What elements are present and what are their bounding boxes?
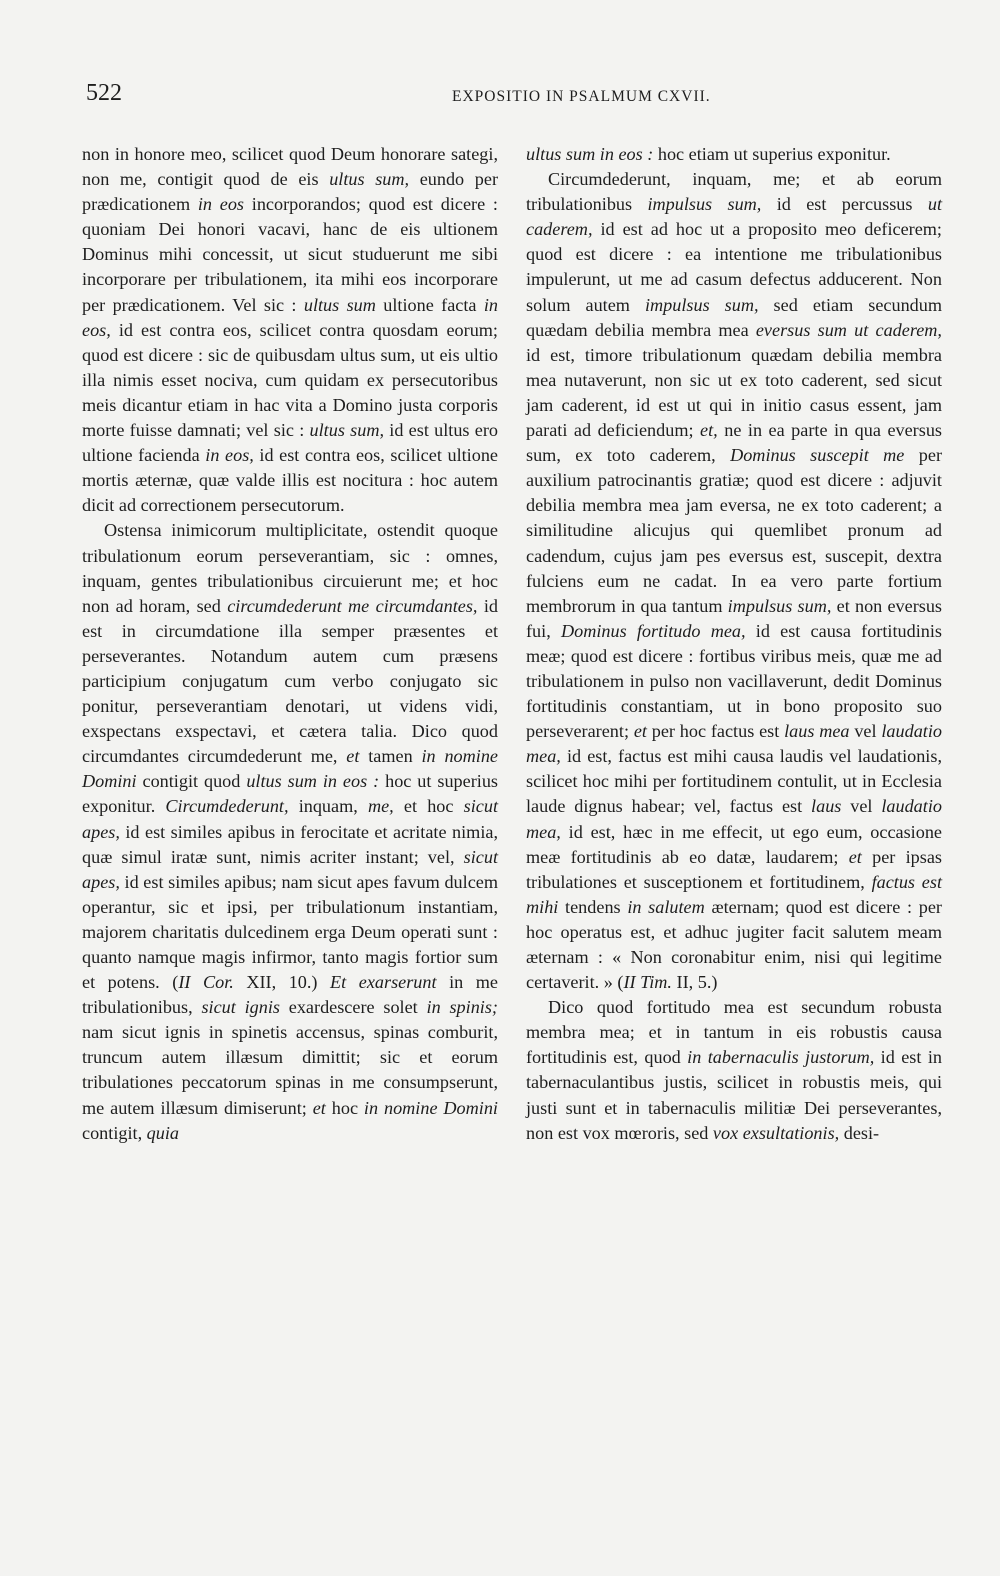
- paragraph: ultus sum in eos : hoc etiam ut superius exponitur.: [526, 144, 891, 164]
- paragraph: Circumdederunt, inquam, me; et ab eorum tribulationibus impulsus sum, id est percussus ut caderem, id est ad hoc ut a proposito meo deficerem; quod est dicere : ea intentione me tribulationibus impulerunt, ut me ad casum defectus adducerent. Non solum autem impulsus sum, sed etiam secundum quædam debilia membra mea eversus sum ut caderem, id est, timore tribulationum quædam debilia membra mea nutaverunt, non sic ut ex toto caderent, sed sicut jam caderent, id est ut qui in initio casus essent, jam parati ad deficiendum; et, ne in ea parte in qua eversus sum, ex toto caderem, Dominus suscepit me per auxilium patrocinantis gratiæ; quod est dicere : adjuvit debilia membra mea jam eversa, ne ex toto caderent; a similitudine alicujus qui quemlibet pronum ad cadendum, cujus jam pes eversus est, suscepit, dextra fulciens eum ne cadat. In ea vero parte fortium membrorum in qua tantum impulsus sum, et non eversus fui, Dominus fortitudo mea, id est causa fortitudinis meæ; quod est dicere : fortibus viribus meis, quæ me ad tribulationem in pulso non vacillaverunt, dedit Dominus fortitudinis constantiam, ut in bono proposito suo perseverarent; et per hoc factus est laus mea vel laudatio mea, id est, factus est mihi causa laudis vel laudationis, scilicet hoc mihi per fortitudinem contulit, ut in Ecclesia laude dignus habear; vel, factus est laus vel laudatio mea, id est, hæc in me effecit, ut ego eum, occasione meæ fortitudinis ab eo datæ, laudarem; et per ipsas tribulationes et susceptionem et fortitudinem, factus est mihi tendens in salutem æternam; quod est dicere : per hoc operatus est, et adhuc jugiter facit salutem meam æternam : « Non coronabitur enim, nisi qui legitime certaverit. » (II Tim. II, 5.): [526, 169, 943, 993]
- page-number: 522: [86, 80, 122, 106]
- paragraph: Ostensa inimicorum multiplicitate, ostendit quoque tribulationum eorum perseverantiam, sic : omnes, inquam, gentes tribulationibus circuierunt me; et hoc non ad horam, sed circumdederunt me circumdantes, id est in circumdatione illa semper præsentes et perseverantes. Notandum autem cum præsens participium conjugatum cum verbo conjugato sic ponitur, perseverantiam denotari, ut videns vidi, exspectans exspectavi, et cætera talia. Dico quod circumdantes circumdederunt me, et tamen in nomine Domini contigit quod ultus sum in eos : hoc ut superius exponitur. Circumdederunt, inquam, me, et hoc sicut apes, id est similes apibus in ferocitate et acritate nimia, quæ simul iratæ sunt, nimis acriter instant; vel, sicut apes, id est similes apibus; nam sicut apes favum dulcem operantur, sic et ipsi, per tribulationum instantiam, majorem charitatis dulcedinem erga Deum operati sunt : quanto namque magis infirmor, tanto magis fortior sum et potens. (II Cor. XII, 10.) Et exarserunt in me tribulationibus, sicut ignis exardescere solet in spinis; nam sicut ignis in spinetis accensus, spinas comburit, truncum autem illæsum dimittit; sic et eorum tribulationes peccatorum spinas in me consumpserunt, me autem illæsum dimiserunt; et hoc in nomine Domini contigit, quia: [82, 520, 499, 1143]
- page-header: [80, 80, 932, 110]
- paragraph: Dico quod fortitudo mea est secundum robusta membra mea; et in tantum in eis robustis causa fortitudinis est, quod in tabernaculis justorum, id est in tabernaculantibus justis, scilicet in robustis meis, qui justi sunt et in tabernaculis militiæ Dei perseverantes, non est vox mœroris, sed vox exsultationis, desi-: [526, 997, 942, 1143]
- paragraph: non in honore meo, scilicet quod Deum honorare sategi, non me, contigit quod de eis ultus sum, eundo per prædicationem in eos incorporandos; quod est dicere : quoniam Dei honori vacavi, hanc de eis ultionem Dominus mihi concessit, ut sicut studuerunt me sibi incorporare per tribulationem, ita mihi eos incorporare per prædicationem. Vel sic : ultus sum ultione facta in eos, id est contra eos, scilicet contra quosdam eorum; quod est dicere : sic de quibusdam ultus sum, ut eis ultio illa nimis esset nociva, cum quidam ex persecutoribus meis dicantur etiam in hac vita a Domino justa corporis morte fuisse damnati; vel sic : ultus sum, id est ultus ero ultione facienda in eos, id est contra eos, scilicet ultione mortis æternæ, quæ valde illis est nocitura : hoc autem dicit ad correctionem persecutorum.: [82, 144, 499, 516]
- running-head: EXPOSITIO IN PSALMUM CXVII.: [452, 88, 711, 105]
- right-column: [526, 142, 942, 1146]
- left-column: [82, 142, 498, 1146]
